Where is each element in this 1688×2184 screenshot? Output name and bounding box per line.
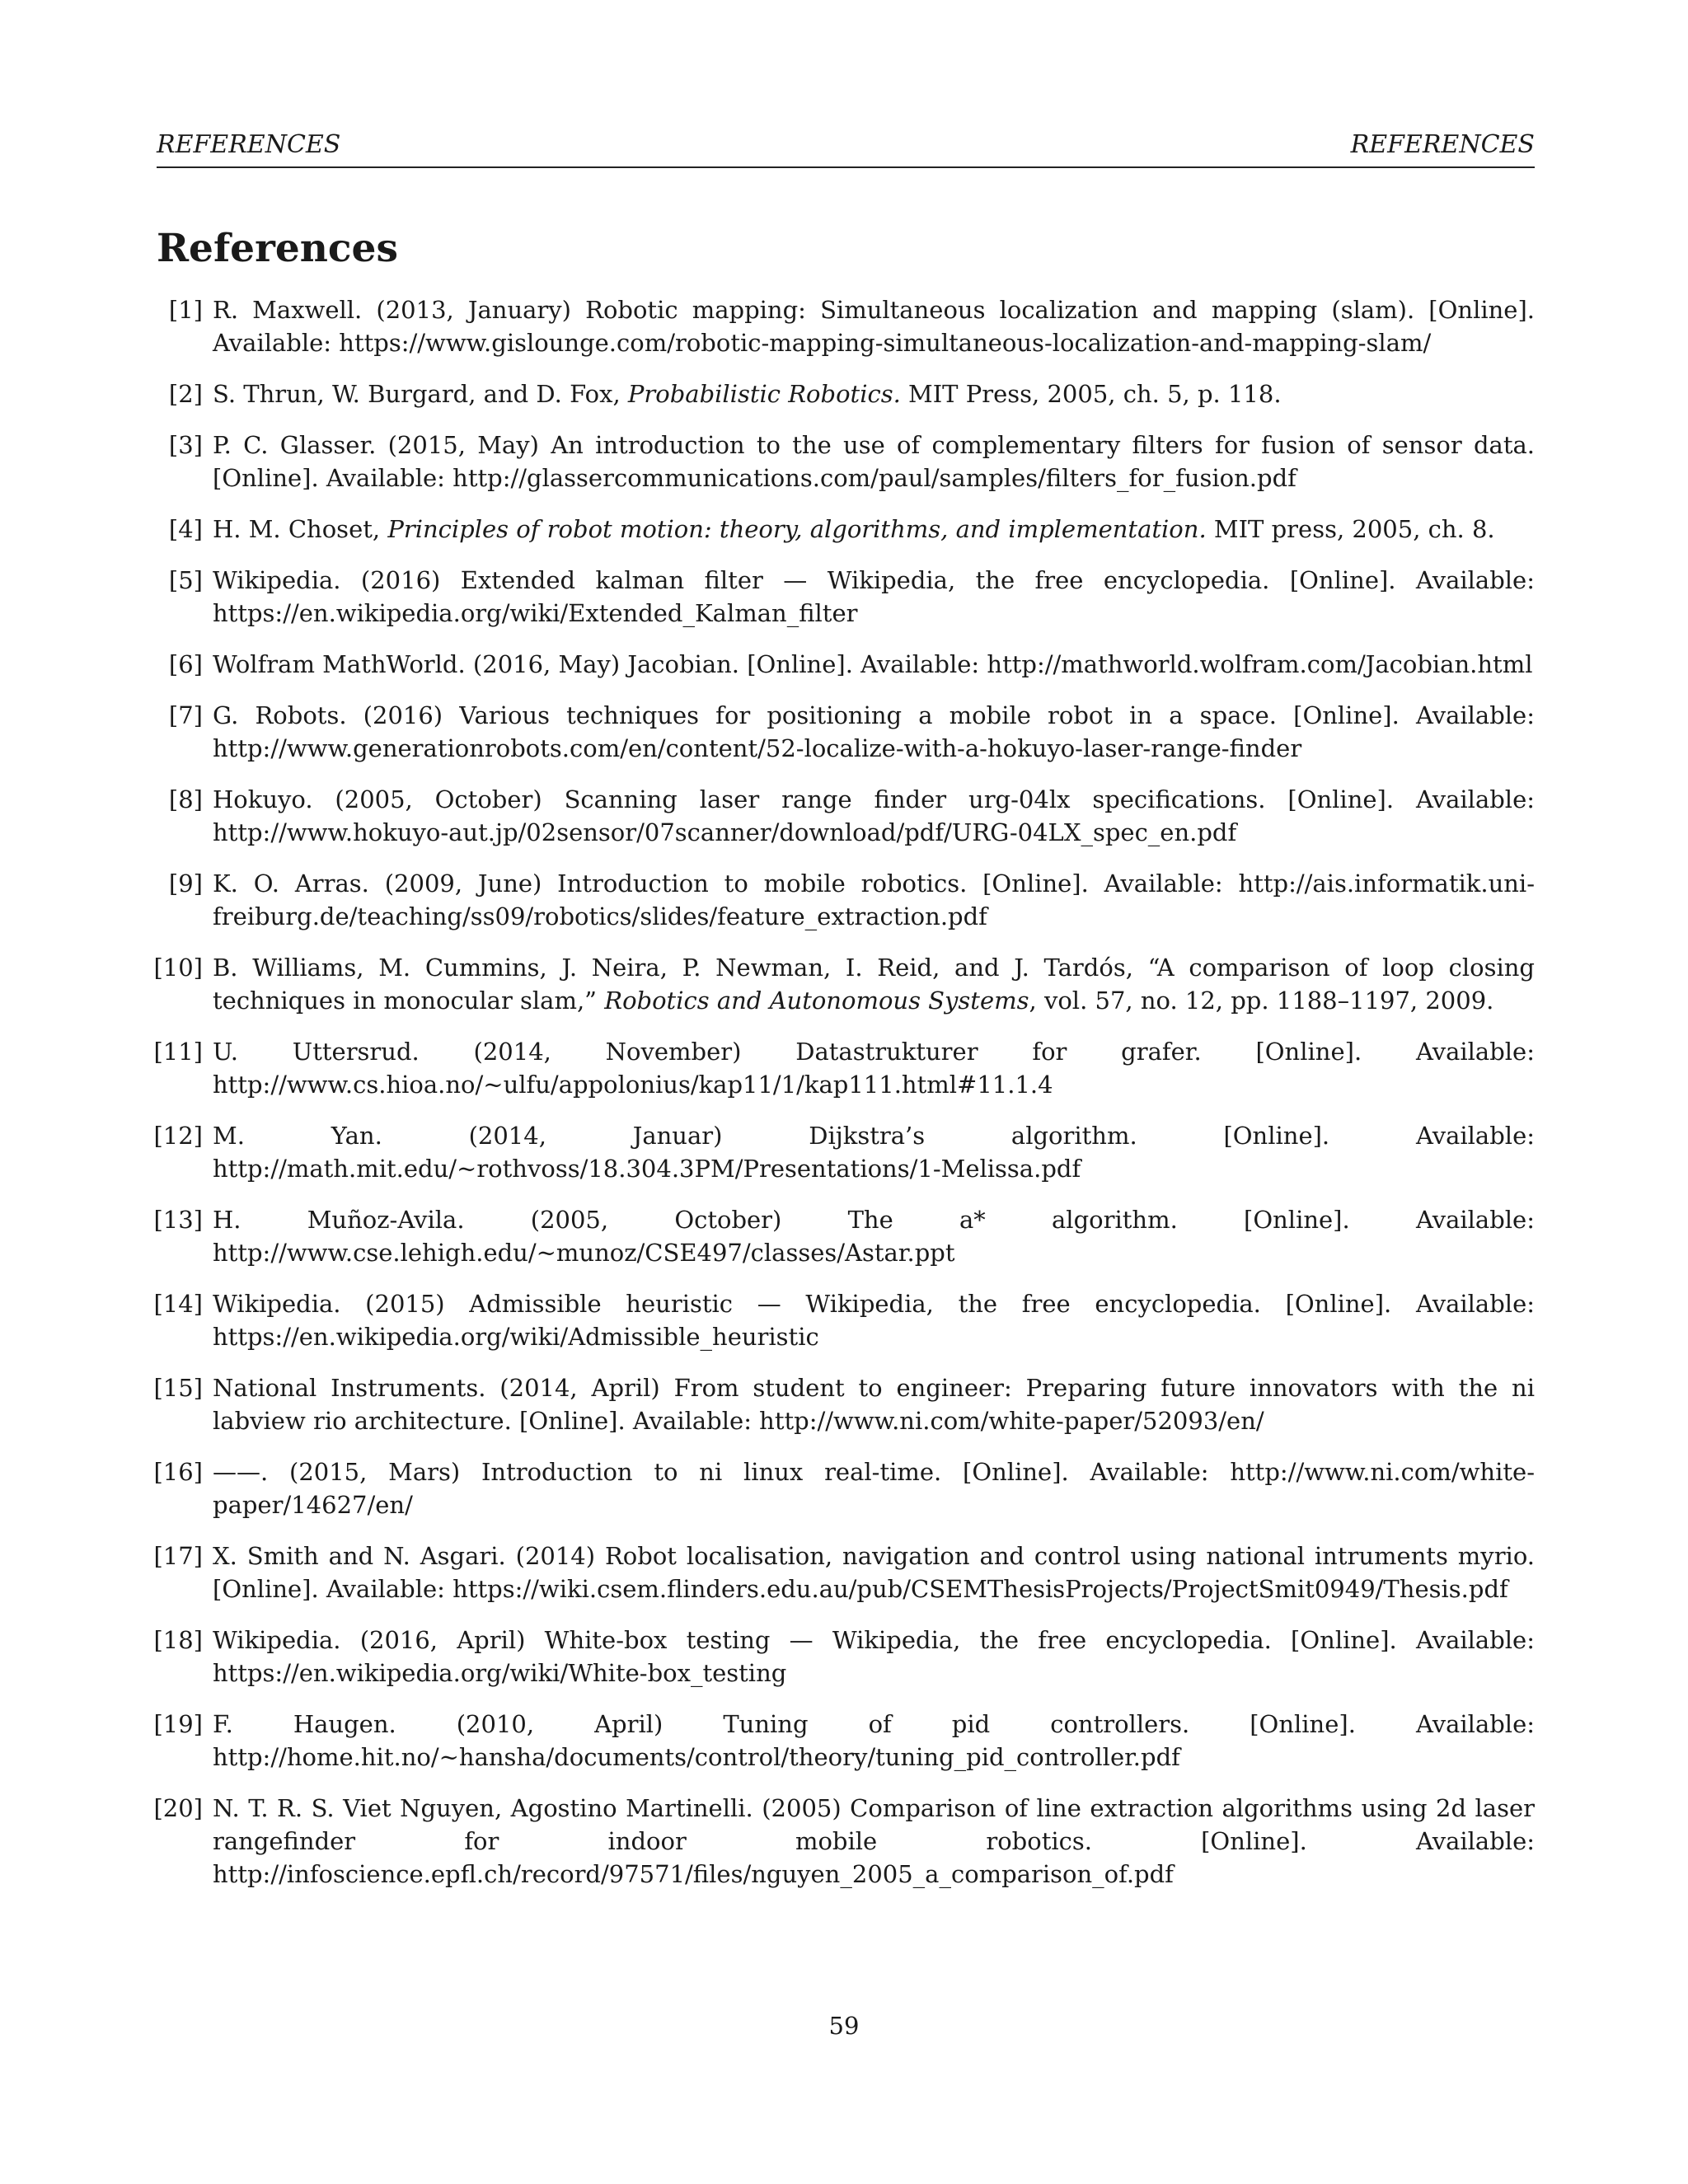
reference-text-main: H. M. Choset, [213, 515, 388, 543]
reference-number: [5] [168, 566, 203, 594]
reference-number: [15] [153, 1374, 203, 1402]
running-header-right: REFERENCES [1350, 130, 1535, 159]
reference-item [153, 1035, 1535, 1101]
reference-item [153, 1119, 1535, 1185]
reference-number: [7] [168, 701, 203, 729]
reference-item [157, 783, 1535, 849]
reference-text-main: F. Haugen. (2010, April) Tuning of pid controllers. [Online]. Available: http://home.hit.no/~hansha/documents/control/theory/tuning_pid_controller.pdf [213, 1710, 1535, 1771]
reference-item [157, 564, 1535, 630]
reference-item [157, 513, 1535, 546]
reference-item [153, 1708, 1535, 1774]
reference-text-main: N. T. R. S. Viet Nguyen, Agostino Martinelli. (2005) Comparison of line extraction algorithms using 2d laser rangefinder for indoor mobile robotics. [Online]. Available: http://infoscience.epfl.ch/record/97571/files/nguyen_2005_a_comparison_of.pdf [213, 1794, 1535, 1888]
reference-item [153, 1371, 1535, 1437]
reference-number: [9] [168, 869, 203, 898]
reference-number: [4] [168, 515, 203, 543]
reference-text-main: National Instruments. (2014, April) From student to engineer: Preparing future innovators with the ni labview rio architecture. [Online]. Available: http://www.ni.com/white-paper/52093/en/ [213, 1374, 1535, 1435]
reference-item [153, 1624, 1535, 1690]
reference-text [213, 1206, 1535, 1267]
reference-item [157, 377, 1535, 410]
reference-text-main: K. O. Arras. (2009, June) Introduction to mobile robotics. [Online]. Available: http://ais.informatik.uni-freiburg.de/teaching/ss09/robotics/slides/feature_extraction.pdf [213, 869, 1535, 930]
reference-text-main: Wikipedia. (2016, April) White-box testing — Wikipedia, the free encyclopedia. [Online]. Available: https://en.wikipedia.org/wiki/White-box_testing [213, 1626, 1535, 1687]
reference-text-main: G. Robots. (2016) Various techniques for positioning a mobile robot in a space. [Online]. Available: http://www.generationrobots.com/en/content/52-localize-with-a-hokuyo-laser-range-finder [213, 701, 1535, 762]
reference-text-main: Wolfram MathWorld. (2016, May) Jacobian. [Online]. Available: http://mathworld.wolfram.com/Jacobian.html [213, 650, 1533, 678]
reference-item [157, 867, 1535, 933]
reference-text [213, 1626, 1535, 1687]
reference-text-main: ——. (2015, Mars) Introduction to ni linux real-time. [Online]. Available: http://www.ni.com/white-paper/14627/en/ [213, 1458, 1535, 1519]
reference-item [153, 1792, 1535, 1891]
reference-text-main: Hokuyo. (2005, October) Scanning laser range finder urg-04lx specifications. [Online]. Available: http://www.hokuyo-aut.jp/02sensor/07scanner/download/pdf/URG-04LX_spec_en.pdf [213, 785, 1535, 846]
reference-text [213, 1710, 1535, 1771]
reference-item [157, 648, 1535, 681]
reference-text [213, 1290, 1535, 1351]
reference-title-italic: Robotics and Autonomous Systems [604, 987, 1029, 1015]
reference-text [213, 869, 1535, 930]
reference-text [213, 954, 1535, 1015]
reference-number: [2] [168, 380, 203, 408]
reference-number: [10] [153, 954, 203, 982]
reference-number: [6] [168, 650, 203, 678]
reference-number: [16] [153, 1458, 203, 1486]
reference-text [213, 1374, 1535, 1435]
reference-number: [1] [168, 296, 203, 324]
section-title: References [157, 226, 398, 271]
reference-text-tail: MIT press, 2005, ch. 8. [1206, 515, 1495, 543]
reference-text-main: P. C. Glasser. (2015, May) An introduction to the use of complementary filters for fusion of sensor data. [Online]. Available: http://glassercommunications.com/paul/samples/filters_for_fusion.pdf [213, 431, 1535, 492]
reference-text-tail: , vol. 57, no. 12, pp. 1188–1197, 2009. [1029, 987, 1494, 1015]
reference-text-main: H. Muñoz-Avila. (2005, October) The a* algorithm. [Online]. Available: http://www.cse.lehigh.edu/~munoz/CSE497/classes/Astar.ppt [213, 1206, 1535, 1267]
reference-item [153, 951, 1535, 1017]
reference-number: [13] [153, 1206, 203, 1234]
running-header [157, 130, 1535, 168]
reference-text [213, 296, 1535, 357]
reference-number: [3] [168, 431, 203, 459]
reference-text-main: R. Maxwell. (2013, January) Robotic mapping: Simultaneous localization and mapping (slam). [Online]. Available: https://www.gislounge.com/robotic-mapping-simultaneous-localization-and-mapping-slam/ [213, 296, 1535, 357]
reference-text [213, 1038, 1535, 1099]
reference-title-italic: Principles of robot motion: theory, algorithms, and implementation. [387, 515, 1207, 543]
reference-text-main: Wikipedia. (2016) Extended kalman filter — Wikipedia, the free encyclopedia. [Online]. Available: https://en.wikipedia.org/wiki/Extended_Kalman_filter [213, 566, 1535, 627]
reference-text [213, 380, 1282, 408]
reference-text [213, 515, 1495, 543]
reference-text-main: M. Yan. (2014, Januar) Dijkstra’s algorithm. [Online]. Available: http://math.mit.edu/~rothvoss/18.304.3PM/Presentations/1-Melissa.pdf [213, 1122, 1535, 1183]
reference-text-tail: MIT Press, 2005, ch. 5, p. 118. [900, 380, 1282, 408]
reference-number: [17] [153, 1542, 203, 1570]
reference-number: [14] [153, 1290, 203, 1318]
reference-title-italic: Probabilistic Robotics. [627, 380, 901, 408]
reference-text [213, 566, 1535, 627]
reference-text-main: S. Thrun, W. Burgard, and D. Fox, [213, 380, 628, 408]
reference-text [213, 650, 1532, 678]
reference-text-main: B. Williams, M. Cummins, J. Neira, P. Newman, I. Reid, and J. Tardós, “A comparison of loop closing techniques in monocular slam,” [213, 954, 1535, 1015]
reference-item [153, 1203, 1535, 1269]
reference-text [213, 701, 1535, 762]
reference-text-main: X. Smith and N. Asgari. (2014) Robot localisation, navigation and control using national intruments myrio. [Online]. Available: https://wiki.csem.flinders.edu.au/pub/CSEMThesisProjects/ProjectSmit0949/Thesis.pdf [213, 1542, 1535, 1603]
reference-number: [12] [153, 1122, 203, 1150]
reference-number: [18] [153, 1626, 203, 1654]
reference-number: [19] [153, 1710, 203, 1738]
reference-item [153, 1455, 1535, 1521]
reference-number: [8] [168, 785, 203, 813]
reference-number: [20] [153, 1794, 203, 1822]
running-header-left: REFERENCES [157, 130, 341, 159]
reference-text-main: U. Uttersrud. (2014, November) Datastrukturer for grafer. [Online]. Available: http://www.cs.hioa.no/~ulfu/appolonius/kap11/1/kap111.html#11.1.4 [213, 1038, 1535, 1099]
reference-number: [11] [153, 1038, 203, 1066]
reference-text-main: Wikipedia. (2015) Admissible heuristic — Wikipedia, the free encyclopedia. [Online]. Available: https://en.wikipedia.org/wiki/Admissible_heuristic [213, 1290, 1535, 1351]
reference-text [213, 1542, 1535, 1603]
reference-text [213, 1122, 1535, 1183]
reference-item [157, 699, 1535, 765]
reference-item [157, 429, 1535, 494]
reference-list [153, 293, 1535, 1909]
reference-text [213, 785, 1535, 846]
reference-text [213, 1794, 1535, 1888]
reference-text [213, 431, 1535, 492]
reference-text [213, 1458, 1535, 1519]
reference-item [153, 1540, 1535, 1605]
reference-item [153, 1287, 1535, 1353]
reference-item [157, 293, 1535, 359]
page-number: 59 [828, 2012, 860, 2040]
